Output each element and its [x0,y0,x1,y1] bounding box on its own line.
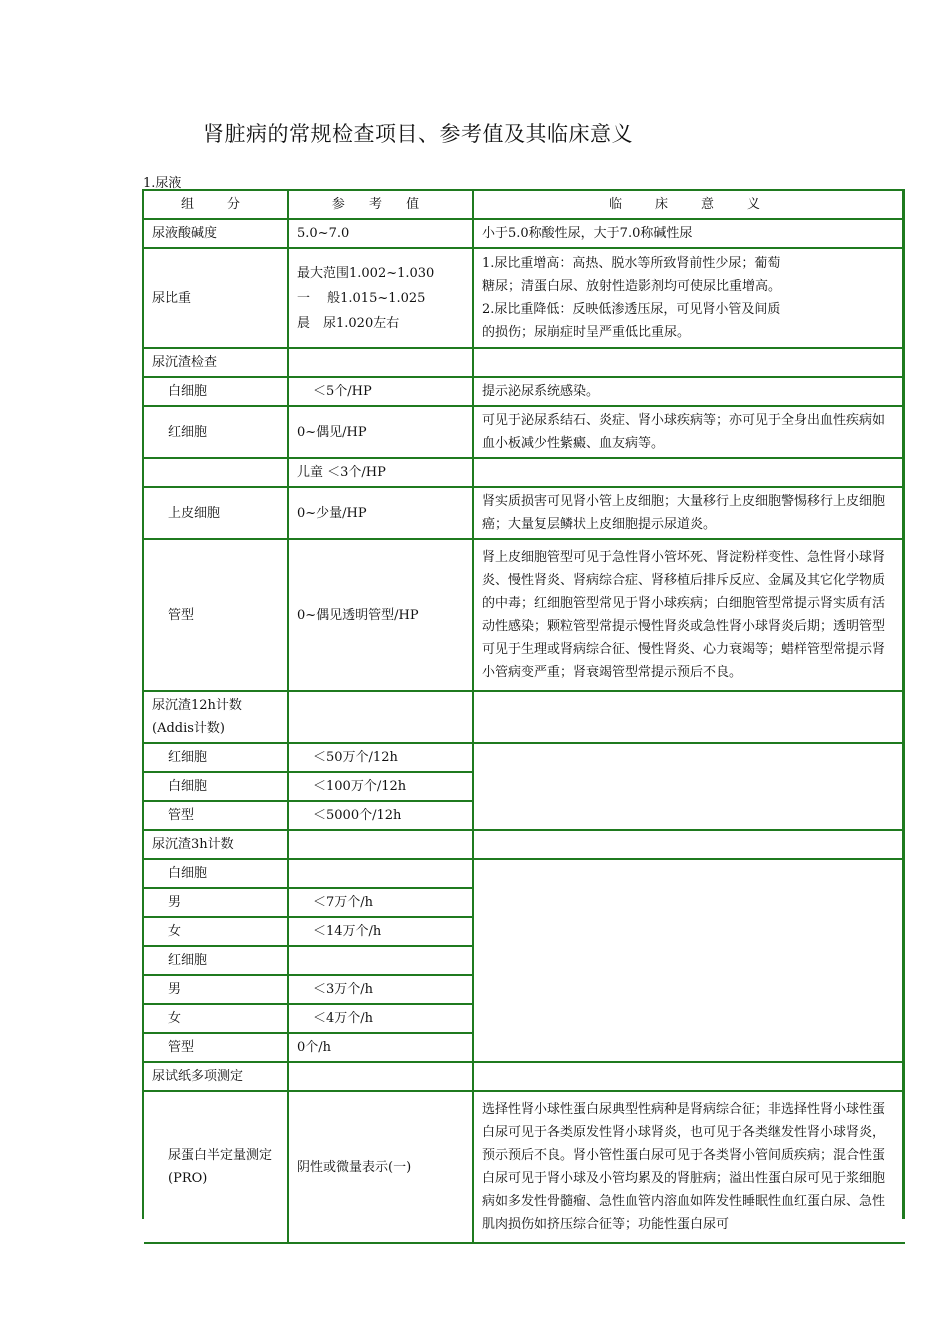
section-label: 1.尿液 [143,176,182,191]
table-header-row [144,191,905,219]
meaning-cell-merged [473,743,905,830]
component-cell: 尿比重 [144,248,288,348]
table-row [144,377,905,406]
reference-cell: 0~少量/HP [288,487,473,539]
table-row [144,487,905,539]
meaning-cell: 提示泌尿系统感染。 [473,377,905,406]
table-row [144,1062,905,1091]
reference-cell: 0个/h [288,1033,473,1062]
component-cell: 尿沉渣检查 [144,348,288,377]
reference-cell: 0~偶见透明管型/HP [288,539,473,691]
component-cell: 白细胞 [144,377,288,406]
component-cell: 女 [144,1004,288,1033]
table-row [144,691,905,743]
component-cell: 男 [144,888,288,917]
reference-cell: ＜4万个/h [288,1004,473,1033]
component-cell: 尿试纸多项测定 [144,1062,288,1091]
component-cell: 红细胞 [144,743,288,772]
component-cell [144,458,288,487]
reference-cell: ＜100万个/12h [288,772,473,801]
reference-cell: ＜5000个/12h [288,801,473,830]
component-cell: 管型 [144,539,288,691]
meaning-cell: 可见于泌尿系结石、炎症、肾小球疾病等；亦可见于全身出血性疾病如血小板减少性紫癜、血友病等。 [473,406,905,458]
table-row [144,248,905,348]
table-row [144,743,905,772]
meaning-cell: 肾实质损害可见肾小管上皮细胞；大量移行上皮细胞警惕移行上皮细胞癌；大量复层鳞状上皮细胞提示尿道炎。 [473,487,905,539]
reference-cell [288,248,473,348]
component-cell: 白细胞 [144,772,288,801]
component-cell: 尿沉渣12h计数(Addis计数) [144,691,288,743]
reference-cell: 0~偶见/HP [288,406,473,458]
meaning-line: 糖尿；清蛋白尿、放射性造影剂均可使尿比重增高。 [482,279,782,294]
meaning-cell [473,691,905,743]
reference-cell: ＜7万个/h [288,888,473,917]
table-row [144,539,905,691]
meaning-line: 的损伤；尿崩症时呈严重低比重尿。 [482,325,691,340]
header-meaning: 临 床 意 义 [473,191,905,219]
component-cell: 尿蛋白半定量测定(PRO) [144,1091,288,1243]
component-cell: 女 [144,917,288,946]
document-title: 肾脏病的常规检查项目、参考值及其临床意义 [203,122,633,146]
meaning-cell [473,830,905,859]
component-cell: 尿沉渣3h计数 [144,830,288,859]
reference-cell: 5.0~7.0 [288,219,473,248]
meaning-cell [473,348,905,377]
table-row [144,458,905,487]
meaning-cell [473,1062,905,1091]
reference-cell: 儿童 ＜3个/HP [288,458,473,487]
reference-cell: 阴性或微量表示(一) [288,1091,473,1243]
table-row [144,859,905,888]
table-row [144,1091,905,1243]
table-row [144,406,905,458]
reference-line: 最大范围1.002~1.030 [297,265,435,281]
component-cell: 管型 [144,1033,288,1062]
reference-cell [288,348,473,377]
reference-line: 晨 尿1.020左右 [297,315,400,331]
table-row [144,219,905,248]
component-cell: 红细胞 [144,946,288,975]
component-cell: 男 [144,975,288,1004]
header-component: 组 分 [144,191,288,219]
reference-line: 一 般1.015~1.025 [297,290,426,306]
component-cell: 管型 [144,801,288,830]
reference-cell [288,691,473,743]
meaning-cell: 肾上皮细胞管型可见于急性肾小管坏死、肾淀粉样变性、急性肾小球肾炎、慢性肾炎、肾病综合症、肾移植后排斥反应、金属及其它化学物质的中毒；红细胞管型常见于肾小球疾病；白细胞管型常提示肾实质有活动性感染；颗粒管型常提示慢性肾炎或急性肾小球肾炎后期；透明管型可见于生理或肾病综合征、慢性肾炎、心力衰竭等；蜡样管型常提示肾小管病变严重；肾衰竭管型常提示预后不良。 [473,539,905,691]
reference-cell [288,830,473,859]
reference-cell [288,1062,473,1091]
table-row [144,348,905,377]
component-cell: 白细胞 [144,859,288,888]
component-cell: 尿液酸碱度 [144,219,288,248]
table-row [144,830,905,859]
urine-reference-table [144,191,905,1244]
urine-table-frame [142,189,905,1232]
meaning-line: 2.尿比重降低：反映低渗透压尿，可见肾小管及间质 [482,302,781,317]
meaning-cell: 选择性肾小球性蛋白尿典型性病种是肾病综合征；非选择性肾小球性蛋白尿可见于各类原发性肾小球肾炎，也可见于各类继发性肾小球肾炎，预示预后不良。肾小管性蛋白尿可见于各类肾小管间质疾病；混合性蛋白尿可见于肾小球及小管均累及的肾脏病；溢出性蛋白尿可见于浆细胞病如多发性骨髓瘤、急性血管内溶血如阵发性睡眠性血红蛋白尿、急性肌肉损伤如挤压综合征等；功能性蛋白尿可 [473,1091,905,1243]
meaning-cell [473,248,905,348]
reference-cell: ＜3万个/h [288,975,473,1004]
meaning-line: 1.尿比重增高：高热、脱水等所致肾前性少尿；葡萄 [482,256,781,271]
header-reference: 参 考 值 [288,191,473,219]
component-cell: 上皮细胞 [144,487,288,539]
reference-cell [288,946,473,975]
reference-cell: ＜14万个/h [288,917,473,946]
reference-cell [288,859,473,888]
reference-cell: ＜50万个/12h [288,743,473,772]
meaning-cell: 小于5.0称酸性尿，大于7.0称碱性尿 [473,219,905,248]
meaning-cell-merged [473,859,905,1062]
reference-cell: ＜5个/HP [288,377,473,406]
meaning-cell [473,458,905,487]
component-cell: 红细胞 [144,406,288,458]
